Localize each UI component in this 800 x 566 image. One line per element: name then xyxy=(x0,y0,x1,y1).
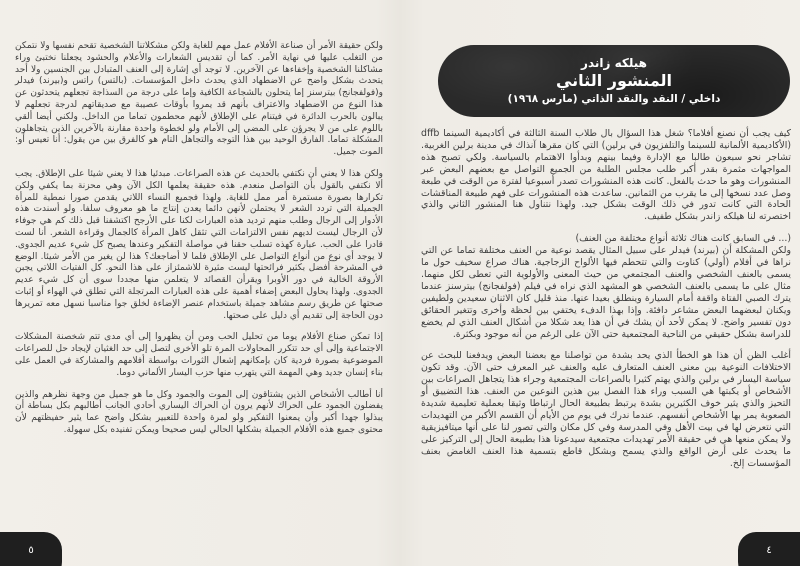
paragraph: ولكن هذا لا يعني أن نكتفي بالحديث عن هذه الصراعات. مبدئيا هذا لا يعني شيئا على الإطلاق. يجب ألا نكتفي بالقول بأن التواصل منعدم. هذه حقيقة يعلمها الكل الآن وهي محزنة بما يكفي ولكن تكرارها بصورة مستمرة أمر ممل للغاية. ولهذا فجميع النساء اللاتي يقدمن صورا نمطية للمرأة الجميلة التي تردد الشعر لا يحتملن لأنهن دائما يعدن إنتاج ما هو معروف سلفا. ولو أسندت هذه الأدوار إلى الرجال وطلب منهم ترديد هذه العبارات لكنا على الأرجح اكتشفنا قبل ذلك كم هي جوفاء لأن الرجال ليست لديهم نفس الالتزامات التي تثقل كاهل المرأة كالجمال وقراءة الشعر. أنا لست قادرا على الحب. عبارة كهذه تسلب حقنا في مواصلة التفكير وعندها يصبح كل شيء عديم الجدوى. لا يوجد أي نوع من أنواع التواصل على الإطلاق فلما لا أضاجعك؟ هذا لن يغير من الأمر شيئا. الوضع في المشرحة أفضل بكثير فرائحتها ليست مثيرة للاشمئزاز على هذا النحو. كل الفتيات اللاتي يجبن الأروقة الخالية في دور الأوبرا ويقرأن القصائد لا يتعلمن منها مجددا سوى أن كل شيء عديم الجدوى. ولهذا يحاول البعض إضفاء أهمية على هذه العبارات المرتجلة التي تطلق في الهواء أو إثبات صحتها عن طريق رسم مشاهد جميلة باستخدام عنصر الإضاءة لخلق جوا مناسبا نسهل معه تمريرها دون الحاجة إلى تقديم أي دليل على صحتها. xyxy=(15,168,383,321)
page-number: ٤ xyxy=(766,544,772,556)
page-number-badge-left xyxy=(0,532,62,566)
right-page-text-column xyxy=(421,128,791,479)
paragraph: ولكن حقيقة الأمر أن صناعة الأفلام عمل مهم للغاية ولكن مشكلاتنا الشخصية تقحم نفسها ولا نتمكن من التغلب عليها في نهاية الأمر. كما أن تقديس الشعارات والأعلام والحشود يجعلنا نختبئ وراء مشاكلنا الشخصية وإخفاءها عن الآخرين. لا توجد أي إشارة إلى العنف المتبادل بين الجنسين ولا أحد يتحدث بشكل واضح عن الاضطهاد الذي يحدث داخل المؤسسات. (بالتس) راتس و(بيرند) فيدلر و(فولفجانج) بيترسنز إما يتحلون بالشجاعة الكافية وإما على درجة من السذاجة تجعلهم يتحدثون عن هذا النوع من الاضطهاد والاعتراف بأنهم قد يمروا بأوقات عصيبة مع صديقاتهم لدرجة تجعلهم لا يبالون بالحرب الدائرة في فيتنام على الإطلاق لأنهم محطمون تماما من الداخل. ولكني أيضا ألقي باللوم على من لا يجرؤن على المضي إلى الأمام ولو لخطوة واحدة مقارنة بالآخرين الذين يتجاهلون المشكلة تماما. الفارق الوحيد بين هذا التوجه والتجاهل التام هو كالفرق بين من يقول: أنا تعيس أو: الموت جميل. xyxy=(15,41,383,158)
left-page-text-column xyxy=(15,41,383,447)
chapter-header xyxy=(438,45,790,117)
quote-line: (... في السابق كانت هناك ثلاثة أنواع مختلفة من العنف) xyxy=(575,233,791,245)
right-page xyxy=(400,0,800,566)
paragraph: كيف يجب أن نصنع أفلاما؟ شغل هذا السؤال بال طلاب السنة الثالثة في أكاديمية السينما dffb (الأكاديمية الألمانية للسينما والتلفزيون في برلين) التي كان مقرها آنذاك في مدينة برلين الغربية. تشاجر نحو سبعون طالبا مع الإدارة وفيما بينهم وبدأوا الاهتمام بالسياسة. ولكي تصبح هذه المواجهات مثمرة بقدر أكبر طلب مجلس الطلبة من الجميع التواصل مع بعضهم البعض عبر المنشورات وهو ما حدث بالفعل. كانت هذه المنشورات تصدر أسبوعيا لفترة من الوقت في طبعة وصل عدد نسخها إلى ما يقرب من الثمانين. ساعدت هذه المنشورات على فهم طبيعة المناقشات الحادة التي كانت تدور في ذلك الوقت بشكل جيد. ولهذا نتناول هنا المنشور الثاني والذي اختصرته لنا هيلكه زاندر بشكل طفيف. xyxy=(420,128,791,223)
paragraph: أنا أطالب الأشخاص الذين يشتاقون إلى الموت والجمود وكل ما هو جميل من وجهة نظرهم والذين يفضلون الجمود على الحراك لأنهم يرون أن الحراك اليساري أحادي الجانب أطالبهم بكل بساطة أن يبذلوا جهدا أكبر وأن يمعنوا التفكير ولو لمرة واحدة للتعبير بشكل واضح عما يثير حفيظتهم لأن محتوى جميع هذه الأفلام الجميلة بشكلها الحالي ليس صحيحا ويمكن تفنيده بكل سهولة. xyxy=(15,389,383,435)
chapter-subtitle: داخلي / النقد والنقد الذاتي (مارس ١٩٦٨) xyxy=(507,92,721,105)
page-number: ٥ xyxy=(28,544,34,556)
chapter-title: المنشور الثاني xyxy=(555,70,673,90)
chapter-author: هيلكه زاندر xyxy=(581,55,647,70)
page-number-badge-right xyxy=(738,532,800,566)
paragraph: أغلب الظن أن هذا هو الخطأ الذي يحد بشدة من تواصلنا مع بعضنا البعض ويدفعنا للبحث عن الاختلافات النوعية بين معنى العنف المتعارف عليه والعنف غير المعرف حتى الآن. وقد تكون سياسة اليسار في برلين والذي يهتم كثيرا بالصراعات المجتمعية وجراء هذا يتجاهل الصراعات بين الأشخاص أو يكبتها هي السبب وراء هذا الفصل بين هذين النوعين من العنف. هذا التضييق أو التحيز والذي يثير خوف الكثيرين بشدة يرتبط بطبيعة الحال ارتباطا وثيقا بعملية تعليمية شديدة الصعوبة يمر بها الأشخاص أنفسهم. عندما ندرك في يوم من الأيام أن القسم الأكبر من التهديدات التي نتعرض لها في بيت الأهل وفي المدرسة وفي كل مكان والتي تصور لنا على أنها ميتافيزيقية ولا يمكن منعها هي في حقيقة الأمر تهديدات مجتمعية سيدعونا هذا بطبيعة الحال إلى التركيز على ما يحدث على أرض الواقع والذي يسمح وبشكل قاطع بتسمية هذا العنف الغامض بعنف المؤسسات إلخ. xyxy=(421,350,791,469)
paragraph: ولكن المشكلة أن (بيرند) فيدلر على سبيل المثال يقصد نوعية من العنف مختلفة تماما عن التي نراها في أفلام (أولي) كناوت والتي تتحطم فيها الألواح الزجاجية. هناك صراع سخيف حول ما يسمى بالعنف الشخصي والعنف المجتمعي من حيث المعنى والأولوية التي تعطى لكل منهما. مثال على ما يسمى بالعنف الشخصي هو المشهد الذي نراه في فيلم (فولفجانج) بيترسنز عندما يترك الصبي الفتاة واقفة أمام السيارة وينطلق بعيدا عنها. منذ قليل كان الاثنان سعيدين ولطيفين ويكنان لبعضهما البعض مشاعر دافئة. وإذا بهذا الدفء يختفي بين لحظة وأخرى وتتغير الحقائق دون تفسير واضح. لا يمكن لأحد أن يشك في أن هذا يعد شكلا من أشكال العنف الذي لم يخضع للدراسة بشكل حقيقي من الناحية المجتمعية حتى الآن على الرغم من أنه موجود وبكثرة. xyxy=(421,245,791,340)
paragraph: إذا تمكن صناع الأفلام يوما من تحليل الحب ومن أن يظهروا إلى أي مدى تتم شخصنة المشكلات الاجتماعية وإلى أي حد تتكرر المحاولات المرة تلو الأخرى لتصل إلى حد الغثيان لإيجاد حل للصراعات الموضوعية بصورة فردية كان بإمكانهم إشعال الثورات بواسطة أفلامهم والمشاركة في العمل على بناء إنسان جديد وهي المهمة التي يتهرب منها حزب اليسار الألماني دوما. xyxy=(15,332,383,378)
